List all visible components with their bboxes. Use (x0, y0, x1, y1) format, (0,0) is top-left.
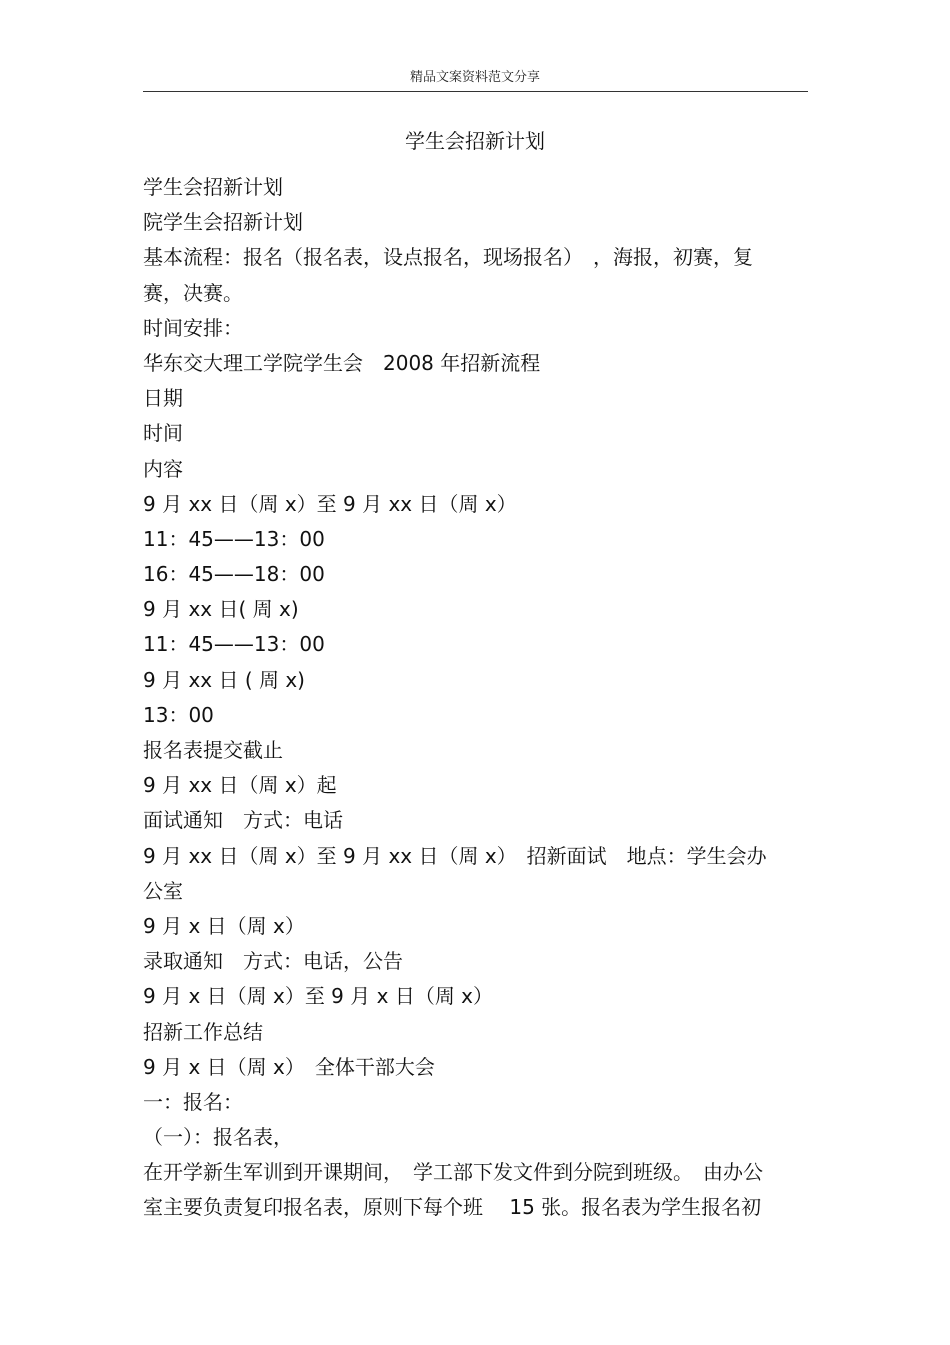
body-line: 日期 (143, 386, 183, 411)
body-line: 9 月 x 日（周 x） (143, 913, 305, 938)
body-line: 录取通知 方式：电话，公告 (143, 949, 403, 974)
body-line: 在开学新生军训到开课期间， 学工部下发文件到分院到班级。 由办公 (143, 1160, 763, 1185)
body-line: 基本流程：报名（报名表，设点报名，现场报名） ，海报，初赛，复 (143, 245, 753, 270)
header-divider (143, 91, 808, 92)
body-line: 9 月 xx 日 ( 周 x) (143, 667, 305, 692)
body-line: 9 月 xx 日（周 x）起 (143, 773, 337, 798)
document-title: 学生会招新计划 (405, 129, 545, 153)
document-body (143, 170, 808, 1226)
body-line: 11：45——13：00 (143, 526, 325, 551)
body-line: 9 月 xx 日（周 x）至 9 月 xx 日（周 x） (143, 491, 517, 516)
body-line: 面试通知 方式：电话 (143, 808, 343, 833)
body-line: 一：报名： (143, 1089, 243, 1114)
body-line: 11：45——13：00 (143, 632, 325, 657)
body-line: 9 月 x 日（周 x） 全体干部大会 (143, 1054, 435, 1079)
body-line: 公室 (143, 878, 183, 903)
body-line: 时间安排： (143, 315, 243, 340)
body-line: 报名表提交截止 (143, 738, 283, 762)
page-header: 精品文案资料范文分享 (409, 70, 540, 85)
body-line: 学生会招新计划 (143, 175, 283, 199)
body-line: 室主要负责复印报名表，原则下每个班 15 张。报名表为学生报名初 (143, 1195, 762, 1220)
body-line: 内容 (143, 456, 183, 481)
body-line: （一）：报名表， (143, 1125, 293, 1150)
body-line: 16：45——18：00 (143, 562, 325, 587)
body-line: 华东交大理工学院学生会 2008 年招新流程 (143, 350, 541, 375)
body-line: 招新工作总结 (143, 1019, 263, 1044)
body-line: 9 月 xx 日( 周 x) (143, 597, 299, 622)
body-line: 9 月 x 日（周 x）至 9 月 x 日（周 x） (143, 984, 494, 1009)
body-line: 时间 (143, 421, 183, 446)
body-line: 院学生会招新计划 (143, 210, 303, 235)
body-line: 赛，决赛。 (143, 280, 243, 305)
body-line: 9 月 xx 日（周 x）至 9 月 xx 日（周 x） 招新面试 地点：学生会办 (143, 843, 767, 868)
body-line: 13：00 (143, 702, 214, 727)
